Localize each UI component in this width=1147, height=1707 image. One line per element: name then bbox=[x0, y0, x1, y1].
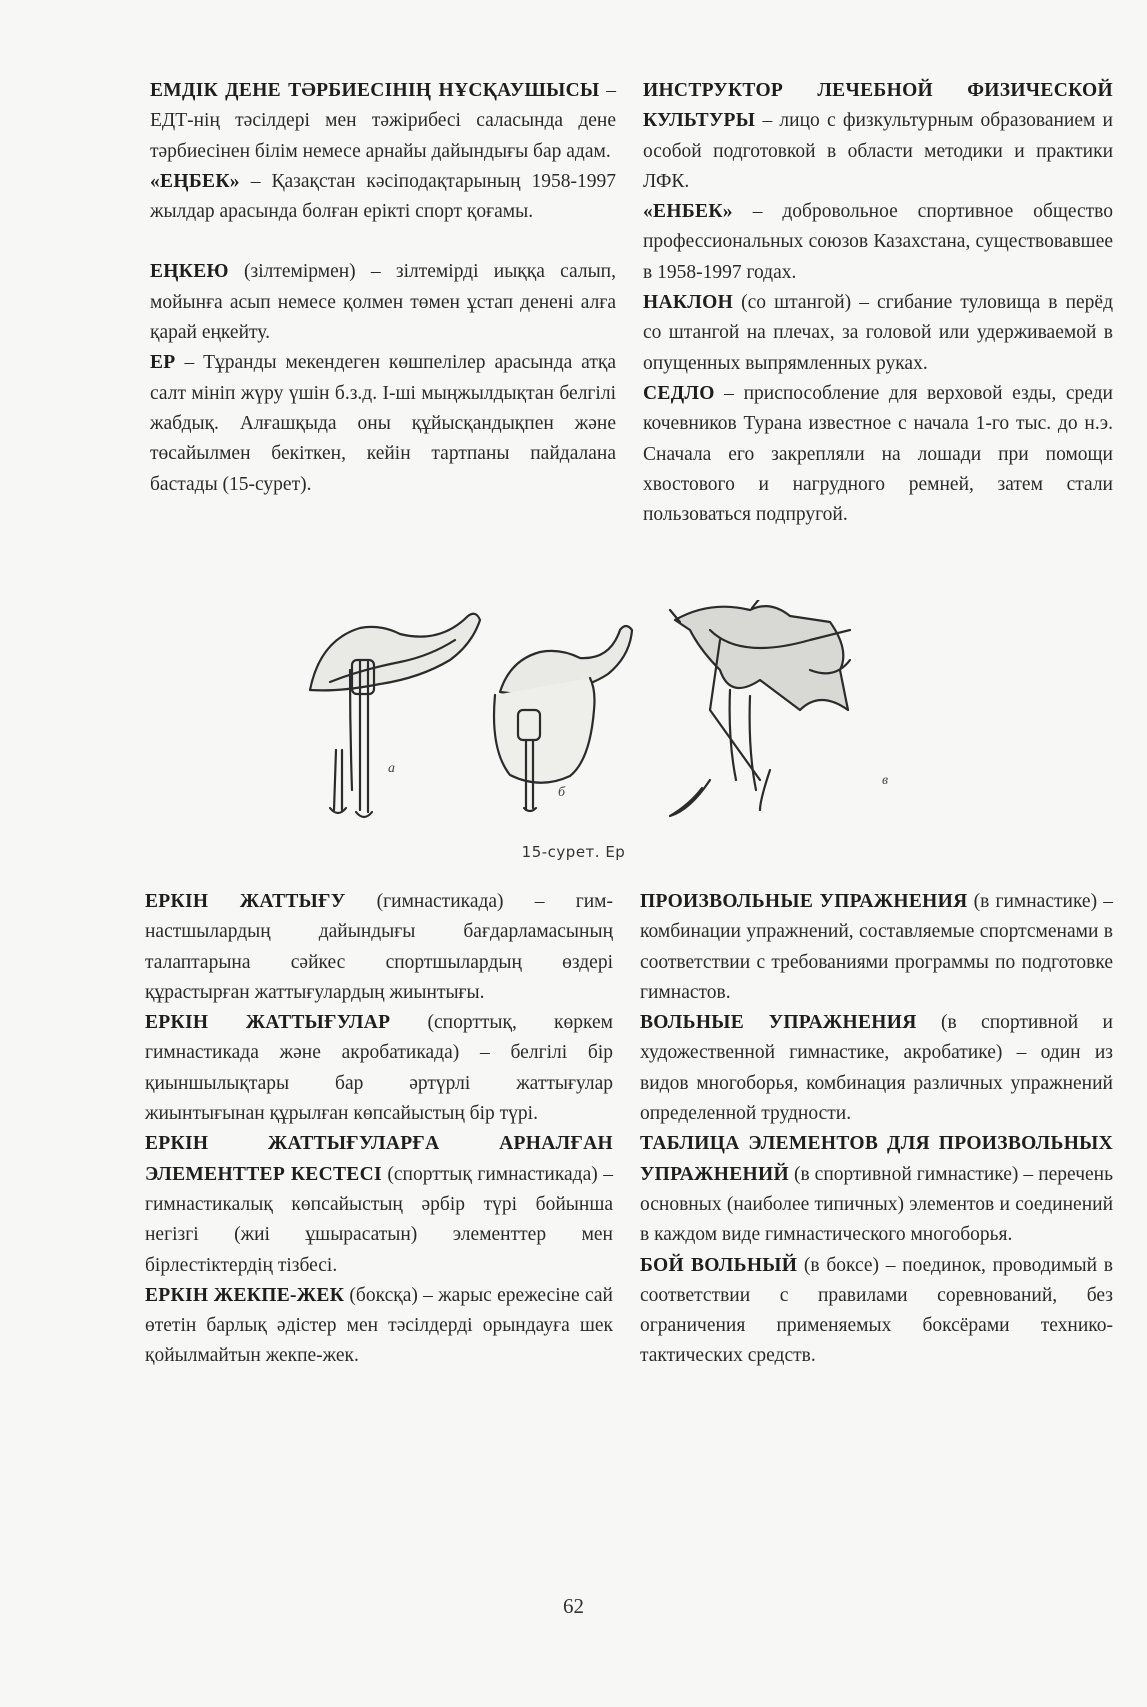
column-kazakh-top bbox=[150, 76, 616, 500]
entry-text: (спорттық гимнастикада) – гимнастикалық көпсайыстың әрбір түрі бойынша негізгі (жиі ұшырасатын) элементтер мен бірлестіктердің тізбесі. bbox=[145, 1163, 613, 1276]
entry-term: «ЕНБЕК» bbox=[643, 201, 733, 223]
entry-term: ЕМДІК ДЕНЕ ТӘРБИЕСІНІҢ НҰСҚАУШЫСЫ bbox=[150, 80, 600, 101]
entry-term: БОЙ ВОЛЬНЫЙ bbox=[640, 1254, 798, 1276]
entry-term: ВОЛЬНЫЕ УПРАЖНЕНИЯ bbox=[640, 1012, 917, 1034]
entry-term: СЕДЛО bbox=[643, 382, 715, 404]
entry-term: ЕҢКЕЮ bbox=[150, 261, 229, 283]
saddle-a-drawing bbox=[310, 614, 480, 817]
entry bbox=[643, 76, 1113, 197]
entry-text: (в спортивной и художественной гимнастике, акробатике) – один из видов многоборья, комбинация различных упражнений определенной трудности. bbox=[640, 1012, 1113, 1125]
column-russian-bottom bbox=[640, 887, 1113, 1372]
column-kazakh-bottom bbox=[145, 887, 613, 1372]
saddle-v-drawing bbox=[670, 600, 850, 816]
entry-term: ИНСТРУКТОР ЛЕЧЕБНОЙ ФИЗИЧЕСКОЙ КУЛЬТУРЫ bbox=[643, 80, 1113, 132]
entry bbox=[150, 257, 616, 348]
entry-term: ЕР bbox=[150, 352, 176, 374]
entry bbox=[145, 887, 613, 1008]
entry-text: (спорттық, көркем гимнастикада және акробатикада) – белгілі бір қиыншылықтары бар әртүрлі жаттығулар жиынтығынан құрылған көпсайыстың бір түрі. bbox=[145, 1012, 614, 1125]
figure-label-a: а bbox=[388, 761, 395, 776]
figure-label-v: в bbox=[882, 773, 889, 788]
entry bbox=[640, 887, 1113, 1008]
entry bbox=[145, 1008, 613, 1129]
entry bbox=[643, 379, 1113, 530]
entry-term: НАКЛОН bbox=[643, 292, 734, 314]
entry-text: – лицо с физкультурным образованием и особой подготовкой в области методики и практики ЛФК. bbox=[643, 110, 1113, 192]
entry-term: ПРОИЗВОЛЬНЫЕ УПРАЖНЕНИЯ bbox=[640, 891, 968, 912]
entry-text: (со штангой) – сгибание туловища в перёд со штангой на плечах, за головой или удерживаемой в опущенных выпрямленных руках. bbox=[643, 292, 1113, 374]
entry-text: (в спортивной гимнастике) – перечень основных (наиболее типичных) элементов и соединений в каждом виде гимнастического многоборья. bbox=[640, 1163, 1113, 1246]
saddle-illustrations bbox=[290, 600, 930, 840]
entry bbox=[643, 288, 1113, 379]
entry-text: (гимнастикада) – гимнастшылардың дайындығы бағдарламасының талаптарына сәйкес спортшылардың өздері құрастырған жаттығулардың жиынтығы. bbox=[145, 891, 613, 1003]
figure-label-b: б bbox=[558, 785, 566, 800]
entry-term: ЕРКІН ЖЕКПЕ-ЖЕК bbox=[145, 1284, 345, 1306]
figure-caption: 15-сурет. Ер bbox=[521, 843, 626, 861]
entry-term: ЕРКІН ЖАТТЫҒУЛАРҒА АРНАЛҒАН ЭЛЕМЕНТТЕР КЕСТЕСІ bbox=[145, 1133, 613, 1185]
entry bbox=[150, 348, 616, 499]
entry-text: (боксқа) – жарыс ережесіне сай өтетін барлық әдістер мен тәсілдерді орындауға шек қойылмайтын жекпе-жек. bbox=[145, 1284, 613, 1367]
entry-term: ЕРКІН ЖАТТЫҒУ bbox=[145, 891, 346, 912]
entry-text: – приспособление для верховой езды, среди кочевников Турана известное с начала 1-го тыс. до н.э. Сначала его закрепляли на лошади при помощи хвостового и нагрудного ремней, затем стали пользоваться подпругой. bbox=[643, 382, 1113, 526]
entry-term: ЕРКІН ЖАТТЫҒУЛАР bbox=[145, 1012, 391, 1034]
entry bbox=[640, 1251, 1113, 1372]
entry-text: – добровольное спортивное общество профессиональных союзов Казахстана, существовавшее в 1958-1997 годах. bbox=[643, 201, 1113, 283]
entry bbox=[150, 76, 616, 167]
entry-text: (в боксе) – поединок, проводимый в соответствии с правилами соревнований, без ограничения применяемых боксёрами технико-тактических средств. bbox=[640, 1254, 1113, 1367]
entry bbox=[145, 1129, 613, 1280]
entry-text: – Қазақстан кәсіподақтарының 1958-1997 жылдар арасында болған ерікті спорт қоғамы. bbox=[150, 170, 616, 223]
saddle-figure bbox=[290, 600, 930, 840]
entry-term: «ЕҢБЕК» bbox=[150, 170, 240, 192]
entry bbox=[643, 197, 1113, 288]
saddle-b-drawing bbox=[494, 626, 632, 811]
entry-text: (в гимнастике) – комбинации упражнений, составляемые спортсменами в соответствии с требованиями программы по подготовке гимнастов. bbox=[640, 891, 1113, 1003]
column-russian-top bbox=[643, 76, 1113, 530]
entry bbox=[145, 1281, 613, 1372]
page-number: 62 bbox=[563, 1594, 584, 1618]
entry bbox=[640, 1129, 1113, 1250]
entry-text: – ЕДТ-нің тәсілдері мен тәжірибесі саласында дене тәрбиесінен білім немесе арнайы дайындығы бар адам. bbox=[150, 80, 617, 162]
entry-text: (зілтемірмен) – зілтемірді иыққа салып, мойынға асып немесе қолмен төмен ұстап денені алға қарай еңкейту. bbox=[150, 261, 616, 344]
entry bbox=[150, 167, 616, 228]
entry bbox=[640, 1008, 1113, 1129]
entry-term: ТАБЛИЦА ЭЛЕМЕНТОВ ДЛЯ ПРОИЗВОЛЬНЫХ УПРАЖНЕНИЙ bbox=[640, 1133, 1113, 1185]
entry-text: – Тұранды мекендеген көшпелілер арасында атқа салт мініп жүру үшін б.з.д. І-ші мыңжылдықтан белгілі жабдық. Алғашқыда оны құйысқандықпен және төсайылмен бекіткен, кейін тартпаны пайдалана бастады (15-сурет). bbox=[150, 352, 616, 495]
